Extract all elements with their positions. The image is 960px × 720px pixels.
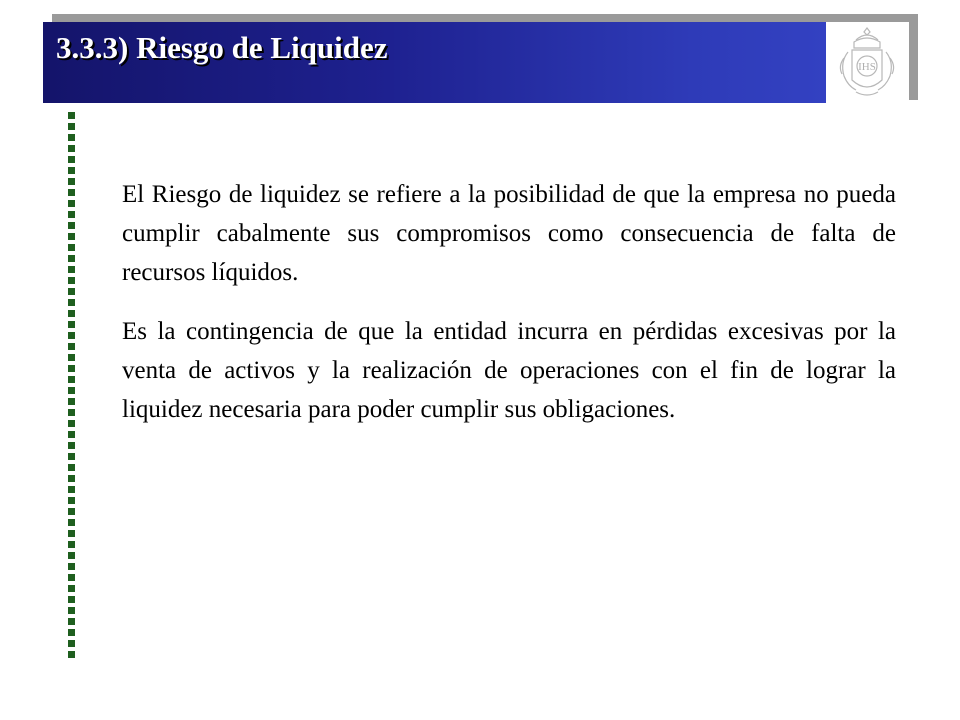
svg-text:IHS: IHS	[858, 61, 876, 73]
slide-body	[122, 175, 896, 449]
slide-title: 3.3.3) Riesgo de Liquidez	[56, 30, 388, 65]
crest-logo	[826, 22, 909, 103]
paragraph-contingency: Es la contingencia de que la entidad incurra en pérdidas excesivas por la venta de activos y la realización de operaciones con el fin de lograr la liquidez necesaria para poder cumplir sus obligaciones.	[122, 318, 896, 423]
paragraph-definition: El Riesgo de liquidez se refiere a la posibilidad de que la empresa no pueda cumplir cabalmente sus compromisos como consecuencia de falta de recursos líquidos.	[122, 181, 896, 286]
university-crest-icon	[826, 22, 909, 103]
decorative-dotted-bar	[68, 112, 75, 662]
